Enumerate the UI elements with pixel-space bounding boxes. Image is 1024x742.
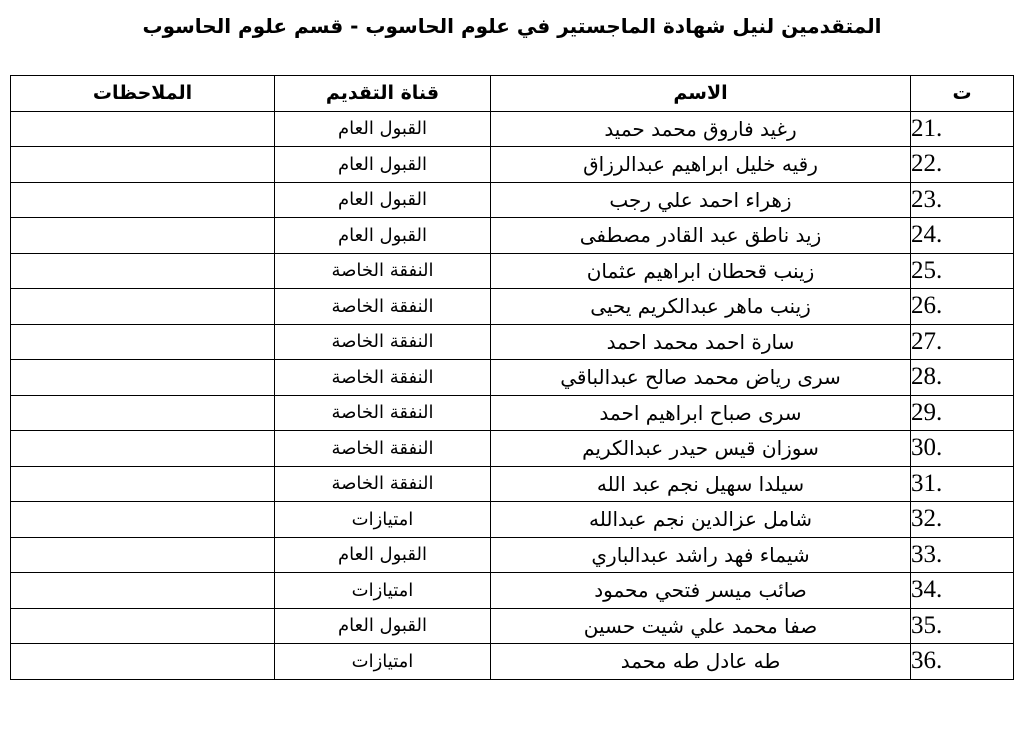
- table-row: [11, 644, 1014, 680]
- row-number: 34.: [911, 573, 1014, 609]
- application-channel: النفقة الخاصة: [275, 289, 491, 325]
- row-number: 27.: [911, 324, 1014, 360]
- notes-cell: [11, 395, 275, 431]
- applicant-name: شيماء فهد راشد عبدالباري: [491, 537, 911, 573]
- application-channel: القبول العام: [275, 218, 491, 254]
- application-channel: النفقة الخاصة: [275, 253, 491, 289]
- row-number: 32.: [911, 502, 1014, 538]
- header-name: الاسم: [491, 76, 911, 112]
- applicant-name: زيد ناطق عبد القادر مصطفى: [491, 218, 911, 254]
- notes-cell: [11, 147, 275, 183]
- applicant-name: زينب قحطان ابراهيم عثمان: [491, 253, 911, 289]
- row-number: 21.: [911, 111, 1014, 147]
- applicant-name: سوزان قيس حيدر عبدالكريم: [491, 431, 911, 467]
- table-row: [11, 289, 1014, 325]
- application-channel: النفقة الخاصة: [275, 360, 491, 396]
- table-row: [11, 253, 1014, 289]
- table-body: [11, 111, 1014, 679]
- table-row: [11, 466, 1014, 502]
- application-channel: القبول العام: [275, 147, 491, 183]
- notes-cell: [11, 644, 275, 680]
- table-row: [11, 573, 1014, 609]
- notes-cell: [11, 111, 275, 147]
- header-notes: الملاحظات: [11, 76, 275, 112]
- row-number: 23.: [911, 182, 1014, 218]
- table-row: [11, 218, 1014, 254]
- page-title: المتقدمين لنيل شهادة الماجستير في علوم الحاسوب - قسم علوم الحاسوب: [142, 14, 882, 38]
- applicant-name: شامل عزالدين نجم عبدالله: [491, 502, 911, 538]
- row-number: 35.: [911, 608, 1014, 644]
- table-row: [11, 324, 1014, 360]
- applicant-name: زهراء احمد علي رجب: [491, 182, 911, 218]
- row-number: 29.: [911, 395, 1014, 431]
- row-number: 36.: [911, 644, 1014, 680]
- notes-cell: [11, 324, 275, 360]
- notes-cell: [11, 360, 275, 396]
- applicant-name: رقيه خليل ابراهيم عبدالرزاق: [491, 147, 911, 183]
- table-row: [11, 147, 1014, 183]
- table-row: [11, 395, 1014, 431]
- notes-cell: [11, 182, 275, 218]
- applicant-name: زينب ماهر عبدالكريم يحيى: [491, 289, 911, 325]
- notes-cell: [11, 537, 275, 573]
- table-row: [11, 111, 1014, 147]
- table-header-row: [11, 76, 1014, 112]
- row-number: 30.: [911, 431, 1014, 467]
- applicant-name: سرى رياض محمد صالح عبدالباقي: [491, 360, 911, 396]
- table-row: [11, 360, 1014, 396]
- table-row: [11, 502, 1014, 538]
- table-row: [11, 608, 1014, 644]
- application-channel: امتيازات: [275, 644, 491, 680]
- application-channel: النفقة الخاصة: [275, 466, 491, 502]
- application-channel: القبول العام: [275, 111, 491, 147]
- applicant-name: صائب ميسر فتحي محمود: [491, 573, 911, 609]
- application-channel: القبول العام: [275, 537, 491, 573]
- row-number: 25.: [911, 253, 1014, 289]
- table-row: [11, 431, 1014, 467]
- table-row: [11, 537, 1014, 573]
- applicant-name: سرى صباح ابراهيم احمد: [491, 395, 911, 431]
- applicant-name: سيلدا سهيل نجم عبد الله: [491, 466, 911, 502]
- notes-cell: [11, 218, 275, 254]
- applicants-table: [10, 75, 1014, 680]
- notes-cell: [11, 431, 275, 467]
- row-number: 22.: [911, 147, 1014, 183]
- application-channel: النفقة الخاصة: [275, 431, 491, 467]
- application-channel: امتيازات: [275, 573, 491, 609]
- application-channel: القبول العام: [275, 608, 491, 644]
- row-number: 26.: [911, 289, 1014, 325]
- application-channel: القبول العام: [275, 182, 491, 218]
- applicant-name: سارة احمد محمد احمد: [491, 324, 911, 360]
- notes-cell: [11, 253, 275, 289]
- notes-cell: [11, 608, 275, 644]
- application-channel: امتيازات: [275, 502, 491, 538]
- applicant-name: صفا محمد علي شيت حسين: [491, 608, 911, 644]
- header-channel: قناة التقديم: [275, 76, 491, 112]
- applicant-name: طه عادل طه محمد: [491, 644, 911, 680]
- header-number: ت: [911, 76, 1014, 112]
- row-number: 28.: [911, 360, 1014, 396]
- notes-cell: [11, 502, 275, 538]
- row-number: 31.: [911, 466, 1014, 502]
- table-row: [11, 182, 1014, 218]
- row-number: 33.: [911, 537, 1014, 573]
- row-number: 24.: [911, 218, 1014, 254]
- notes-cell: [11, 466, 275, 502]
- application-channel: النفقة الخاصة: [275, 395, 491, 431]
- notes-cell: [11, 573, 275, 609]
- notes-cell: [11, 289, 275, 325]
- applicant-name: رغيد فاروق محمد حميد: [491, 111, 911, 147]
- application-channel: النفقة الخاصة: [275, 324, 491, 360]
